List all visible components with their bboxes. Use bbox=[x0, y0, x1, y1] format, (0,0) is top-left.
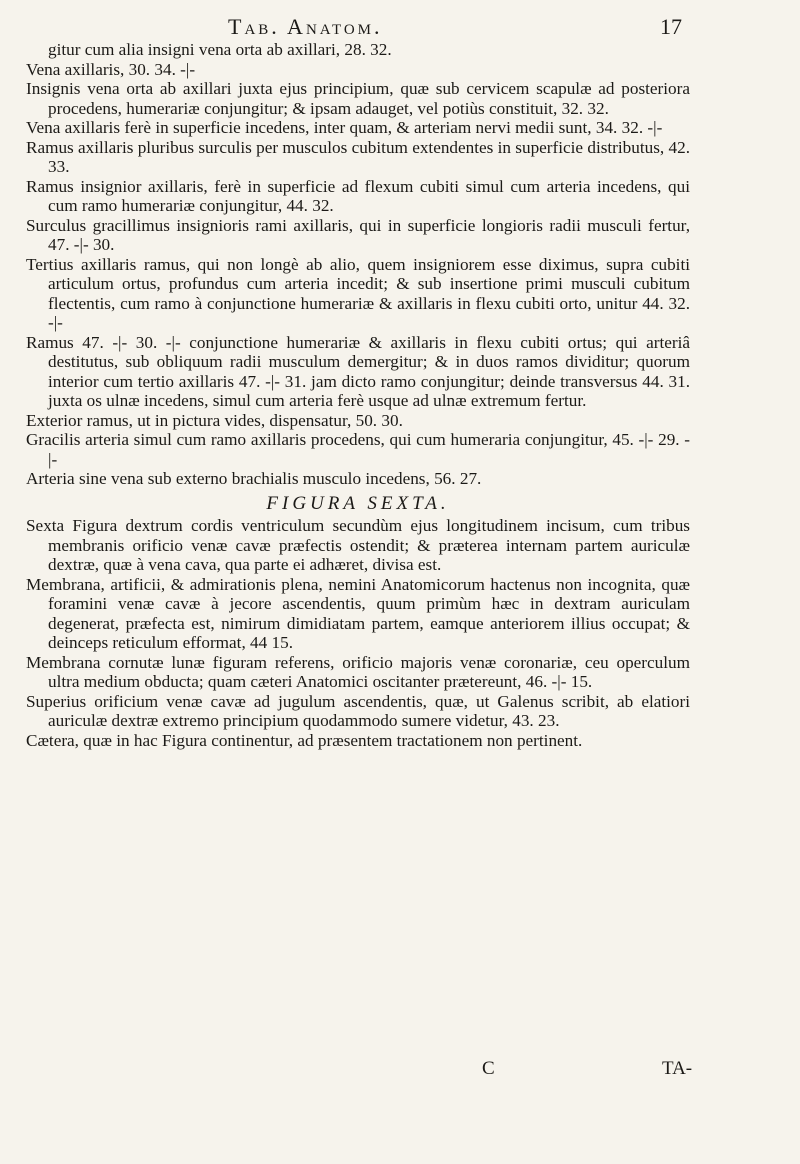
list-item: Membrana, artificii, & admirationis plena, nemini Anatomicorum hactenus non incognita, quæ foramini venæ cavæ à jecore ascendentis, quum primùm hæc in dextram auriculam degenerat, præfecta est, nimirum dimidiatam partem, eamque anteriorem illius occupat; & deinceps reticulum efformat, 44 15. bbox=[26, 574, 690, 652]
page-footer bbox=[0, 1058, 800, 1082]
list-item: Membrana cornutæ lunæ figuram referens, orificio majoris venæ coronariæ, ceu operculum ultra medium obducta; quam cæteri Anatomici oscitanter prætereunt, 46. -|- 15. bbox=[26, 652, 690, 691]
list-item: Cætera, quæ in hac Figura continentur, ad præsentem tractationem non pertinent. bbox=[26, 730, 583, 750]
signature-mark: C bbox=[482, 1058, 495, 1079]
list-item: Vena axillaris ferè in superficie incedens, inter quam, & arteriam nervi medii sunt, 34. 32. -|- bbox=[26, 118, 663, 137]
page-number: 17 bbox=[660, 14, 682, 39]
list-item: Gracilis arteria simul cum ramo axillaris procedens, qui cum humeraria conjungitur, 45. -|- 29. -|- bbox=[26, 430, 690, 469]
list-item: Ramus 47. -|- 30. -|- conjunctione humerariæ & axillaris in flexu cubiti ortus; qui arteriâ destitutus, sub obliquum radii musculum demergitur; & in duos ramos dividitur; quorum interior cum tertio axillaris 47. -|- 31. jam dicto ramo conjungitur; deinde transversus 44. 31. juxta os ulnæ incedens, simul cum arteria ferè usque ad ulnæ extremum fertur. bbox=[26, 332, 690, 410]
section-heading: FIGURA SEXTA. bbox=[266, 492, 450, 514]
body-text bbox=[26, 40, 690, 750]
running-head bbox=[0, 12, 800, 42]
list-item: Arteria sine vena sub externo brachialis musculo incedens, 56. 27. bbox=[26, 469, 482, 488]
running-title: Tab. Anatom. bbox=[228, 14, 383, 39]
list-item: Tertius axillaris ramus, qui non longè ab alio, quem insigniorem esse diximus, supra cubiti articulum ortus, profundus cum arteria incedit; & sub insertione primi musculi cubitum flectentis, cum ramo à conjunctione humerariæ & axillaris in flexu cubiti orto, unitur 44. 32. -|- bbox=[26, 254, 690, 332]
list-item: Insignis vena orta ab axillari juxta ejus principium, quæ sub cervicem scapulæ ad posteriora procedens, humerariæ conjungitur; & ipsam adauget, vel potiùs constituit, 32. 32. bbox=[26, 79, 690, 118]
list-item: Surculus gracillimus insignioris rami axillaris, qui in superficie longioris radii musculi fertur, 47. -|- 30. bbox=[26, 215, 690, 254]
list-item: Vena axillaris, 30. 34. -|- bbox=[26, 59, 196, 79]
list-item: Ramus axillaris pluribus surculis per musculos cubitum extendentes in superficie distributus, 42. 33. bbox=[26, 137, 691, 176]
list-item: Superius orificium venæ cavæ ad jugulum ascendentis, quæ, ut Galenus scribit, ab elatiori auriculæ dextræ extremo principium quodammodo sumere videtur, 43. 23. bbox=[26, 691, 690, 730]
list-item: Ramus insignior axillaris, ferè in superficie ad flexum cubiti simul cum arteria incedens, qui cum ramo humerariæ conjungitur, 44. 32. bbox=[26, 176, 690, 215]
list-item: gitur cum alia insigni vena orta ab axillari, 28. 32. bbox=[48, 40, 392, 59]
catchword: TA- bbox=[662, 1058, 693, 1079]
list-item: Exterior ramus, ut in pictura vides, dispensatur, 50. 30. bbox=[26, 410, 403, 430]
list-item: Sexta Figura dextrum cordis ventriculum secundùm ejus longitudinem incisum, cum tribus membranis orificio venæ cavæ præfectis ostendit; & præterea internam partem auriculæ dextræ, quæ à vena cava, qua parte ei adhæret, divisa est. bbox=[26, 516, 690, 574]
